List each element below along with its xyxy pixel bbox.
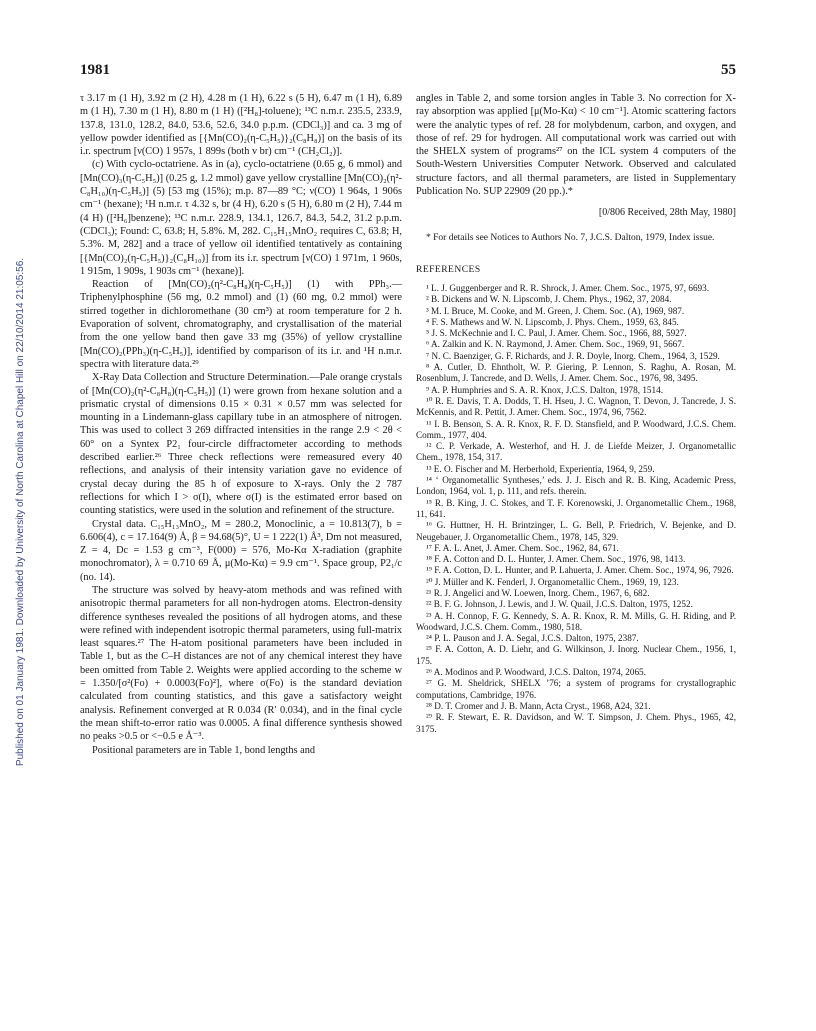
reference-item: ⁵ J. S. McKechnie and I. C. Paul, J. Amer. Chem. Soc., 1966, 88, 5927. <box>426 328 687 339</box>
reference-item: ¹ L. J. Guggenberger and R. R. Shrock, J. Amer. Chem. Soc., 1975, 97, 6693. <box>426 282 710 293</box>
paragraph-angles-tables: angles in Table 2, and some torsion angles in Table 3. No correction for X-ray absorption was applied [μ(Mo-Kα) < 10 cm⁻¹]. Atomic scattering factors were the analytic types of ref. 28 for molybdenum, carbon, and oxygen, and those of ref. 29 for hydrogen. All computational work was carried out with the SHELX system of programs²⁷ on the ICL system 4 computers of the South-Western Universities Computer Network. Observed and calculated structure factors, and all thermal parameters, are listed in Supplementary Publication No. SUP 22909 (20 pp.).* <box>416 93 736 198</box>
reference-item: ³ M. I. Bruce, M. Cooke, and M. Green, J. Chem. Soc. (A), 1969, 987. <box>426 305 685 316</box>
footnote: * For details see Notices to Authors No. 7, J.C.S. Dalton, 1979, Index issue. <box>426 232 715 243</box>
reference-item: ²⁵ F. A. Cotton, A. D. Liehr, and G. Wilkinson, J. Inorg. Nuclear Chem., 1956, 1, 175. <box>416 644 736 666</box>
reference-list <box>416 283 736 735</box>
references-heading: REFERENCES <box>416 264 481 275</box>
reference-item: ¹⁹ F. A. Cotton, D. L. Hunter, and P. Lahuerta, J. Amer. Chem. Soc., 1974, 96, 7926. <box>426 565 734 576</box>
reference-item: ¹⁷ F. A. L. Anet, J. Amer. Chem. Soc., 1962, 84, 671. <box>426 542 619 553</box>
download-watermark: Published on 01 January 1981. Downloaded by University of North Carolina at Chapel Hill on 22/10/2014 21:05:56. <box>15 257 26 767</box>
reference-item: ²⁶ A. Modinos and P. Woodward, J.C.S. Dalton, 1974, 2065. <box>426 667 646 678</box>
reference-item: ¹⁰ R. E. Davis, T. A. Dodds, T. H. Hseu, J. C. Wagnon, T. Devon, J. Tancrede, J. S. McKennis, and R. Pettit, J. Amer. Chem. Soc., 1974, 96, 7562. <box>416 395 736 418</box>
paragraph-crystal-data: Crystal data. C₁₅H₁₃MnO₂, M = 280.2, Monoclinic, a = 10.813(7), b = 6.606(4), c = 17.164(9) Å, β = 94.68(5)°, U = 1 222(1) Å³, Dm not measured, Z = 4, Dc = 1.53 g cm⁻³, F(000) = 576, Mo-Kα X-radiation (graphite monochromator), λ = 0.710 69 Å, μ(Mo-Kα) = 9.9 cm⁻¹. Space group, P2₁/c (no. 14). <box>80 518 402 583</box>
reference-item: ²² B. F. G. Johnson, J. Lewis, and J. W. Quail, J.C.S. Dalton, 1975, 1252. <box>426 599 693 610</box>
paragraph-xray-collection: X-Ray Data Collection and Structure Determination.—Pale orange crystals of [Mn(CO)₂(η²-C₈H₈)(η-C₅H₅)] (1) were grown from hexane solution and a prismatic crystal of dimensions 0.15 × 0.31 × 0.57 mm was selected for mounting in a Lindemann-glass capillary tube in an atmosphere of nitrogen. This was used to collect 3 269 diffracted intensities in the range 2.9 < 2θ < 60° on a Syntex P2₁ four-circle diffractometer according to methods described earlier.²⁶ Three check reflections were remeasured every 40 reflections, and analysis of their intensity variation gave no evidence of crystal decay during the 85 h of exposure to X-rays. Only the 2 787 reflections for which I > σ(I), where σ(I) is the estimated error based on counting statistics, were used in the solution and refinement of the structure. <box>80 372 402 517</box>
reference-item: ²⁹ R. F. Stewart, E. R. Davidson, and W. T. Simpson, J. Chem. Phys., 1965, 42, 3175. <box>416 712 736 734</box>
reference-item: ⁷ N. C. Baenziger, G. F. Richards, and J. R. Doyle, Inorg. Chem., 1964, 3, 1529. <box>426 350 720 361</box>
reference-item: ¹⁸ F. A. Cotton and D. L. Hunter, J. Amer. Chem. Soc., 1976, 98, 1413. <box>426 554 686 565</box>
reference-item: ⁸ A. Cutler, D. Ehntholt, W. P. Giering, P. Lennon, S. Raghu, A. Rosan, M. Rosenblum, J. Tancrede, and D. Wells, J. Amer. Chem. Soc., 1976, 98, 3495. <box>416 362 736 384</box>
reference-item: ¹² C. P. Verkade, A. Westerhof, and H. J. de Liefde Meizer, J. Organometallic Chem., 1978, 154, 317. <box>416 441 736 463</box>
reference-item: ²⁴ P. L. Pauson and J. A. Segal, J.C.S. Dalton, 1975, 2387. <box>426 633 639 644</box>
reference-item: ²⁷ G. M. Sheldrick, SHELX ’76; a system of programs for crystallographic computations, Cambridge, 1976. <box>416 678 736 700</box>
reference-item: ² B. Dickens and W. N. Lipscomb, J. Chem. Phys., 1962, 37, 2084. <box>426 294 672 305</box>
reference-item: ¹³ E. O. Fischer and M. Herberhold, Experientia, 1964, 9, 259. <box>426 463 655 474</box>
right-column <box>416 92 736 735</box>
page-header <box>80 62 736 82</box>
paragraph-positional-parameters: Positional parameters are in Table 1, bond lengths and <box>92 744 315 756</box>
reference-item: ⁶ A. Zalkin and K. N. Raymond, J. Amer. Chem. Soc., 1969, 91, 5667. <box>426 339 685 350</box>
received-date: [0/806 Received, 28th May, 1980] <box>598 207 736 219</box>
paragraph-nmr-data: τ 3.17 m (1 H), 3.92 m (2 H), 4.28 m (1 H), 6.22 s (5 H), 6.47 m (1 H), 6.89 m (1 H), 7.30 m (1 H), 8.80 m (1 H) ([²H₈]-toluene); ¹³C n.m.r. 235.5, 233.9, 137.8, 131.0, 128.2, 84.0, 53.6, 52.6, 34.0 p.p.m. (CDCl₃)] and ca. 3 mg of yellow powder identified as [{Mn(CO)₂(η-C₅H₅)}₂(C₈H₈)] on the basis of its i.r. spectrum [ν(CO) 1 957s, 1 899s (both v br) cm⁻¹ (CH₂Cl₂)]. <box>80 93 402 158</box>
reference-item: ¹⁴ ‘ Organometallic Syntheses,’ eds. J. J. Eisch and R. B. King, Academic Press, London, 1964, vol. 1, p. 111, and refs. therein. <box>416 475 736 497</box>
reference-item: ²¹ R. J. Angelici and W. Loewen, Inorg. Chem., 1967, 6, 682. <box>426 587 650 598</box>
reference-item: ¹¹ I. B. Benson, S. A. R. Knox, R. F. D. Stansfield, and P. Woodward, J.C.S. Chem. Comm., 1977, 404. <box>416 418 736 440</box>
reference-item: ²⁰ J. Müller and K. Fenderl, J. Organometallic Chem., 1969, 19, 123. <box>426 576 679 587</box>
paragraph-cyclooctatriene: (c) With cyclo-octatriene. As in (a), cyclo-octatriene (0.65 g, 6 mmol) and [Mn(CO)₃(η-C₅H₅)] (0.25 g, 1.2 mmol) gave yellow crystalline [Mn(CO)₂(η²-C₈H₁₀)(η-C₅H₅)] (5) [53 mg (15%); m.p. 87—89 °C; ν(CO) 1 964s, 1 906s cm⁻¹ (hexane); ¹H n.m.r. τ 4.32 s, br (4 H), 6.20 s (5 H), 6.80 m (2 H), 7.44 m (4 H) ([²H₆]benzene); ¹³C n.m.r. 228.9, 134.1, 126.7, 84.3, 54.2, 31.2 p.p.m. (CDCl₃); Found: C, 63.8; H, 5.8%. M, 282. C₁₅H₁₅MnO₂ requires C, 63.8; H, 5.3%. M, 282] and a trace of yellow oil identified tentatively as containing [{Mn(CO)₂(η-C₅H₅)}₂(C₈H₁₀)] from its i.r. spectrum [ν(CO) 1 971m, 1 960s, 1 915m, 1 909s, 1 903s cm⁻¹ (hexane)]. <box>80 159 402 277</box>
paragraph-pph3-reaction: Reaction of [Mn(CO)₂(η²-C₈H₈)(η-C₅H₅)] (1) with PPh₃.—Triphenylphosphine (56 mg, 0.2 mmol) and (1) (60 mg, 0.2 mmol) were stirred together in dichloromethane (30 cm³) at room temperature for 2 h. Evaporation of solvent, chromatography, and crystallisation of the material from the one yellow band then gave 33 mg (35%) of yellow crystalline [Mn(CO)₂(PPh₃)(η-C₅H₅)], identified by comparison of its i.r. and ¹H n.m.r. spectra with literature data.²⁹ <box>80 279 402 370</box>
reference-item: ⁴ F. S. Mathews and W. N. Lipscomb, J. Phys. Chem., 1959, 63, 845. <box>426 316 679 327</box>
reference-item: ¹⁶ G. Huttner, H. H. Brintzinger, L. G. Bell, P. Friedrich, V. Bejenke, and D. Neugebauer, J. Organometallic Chem., 1978, 145, 329. <box>416 520 736 542</box>
page-number: 55 <box>721 62 736 78</box>
paragraph-structure-solution: The structure was solved by heavy-atom methods and was refined with anisotropic thermal parameters for all non-hydrogen atoms. Electron-density difference syntheses revealed the positions of all hydrogen atoms, and these were refined with independent isotropic thermal parameters, using full-matrix least squares.²⁷ The H-atom positional parameters have been included in Table 1, but as the C–H distances are not of any chemical interest they have been omitted from Table 2. Weights were applied according to the scheme w = 1.350/[σ²(Fo) + 0.0003(Fo)²], where σ(Fo) is the standard deviation calculated from counting statistics, and this gave a satisfactory weight analysis. Refinement converged at R 0.034 (R′ 0.034), and in the final cycle the mean shift-to-error ratio was 0.0005. A final difference synthesis showed no peaks >0.5 or <−0.5 e Å⁻³. <box>80 584 402 743</box>
reference-item: ²³ A. H. Connop, F. G. Kennedy, S. A. R. Knox, R. M. Mills, G. H. Riding, and P. Woodward, J.C.S. Chem. Comm., 1980, 518. <box>416 610 736 632</box>
reference-item: ⁹ A. P. Humphries and S. A. R. Knox, J.C.S. Dalton, 1978, 1514. <box>426 384 663 395</box>
reference-item: ¹⁵ R. B. King, J. C. Stokes, and T. F. Korenowski, J. Organometallic Chem., 1968, 11, 641. <box>416 497 736 519</box>
reference-item: ²⁸ D. T. Cromer and J. B. Mann, Acta Cryst., 1968, A24, 321. <box>426 700 651 711</box>
left-column <box>80 92 402 757</box>
journal-year: 1981 <box>80 62 110 78</box>
